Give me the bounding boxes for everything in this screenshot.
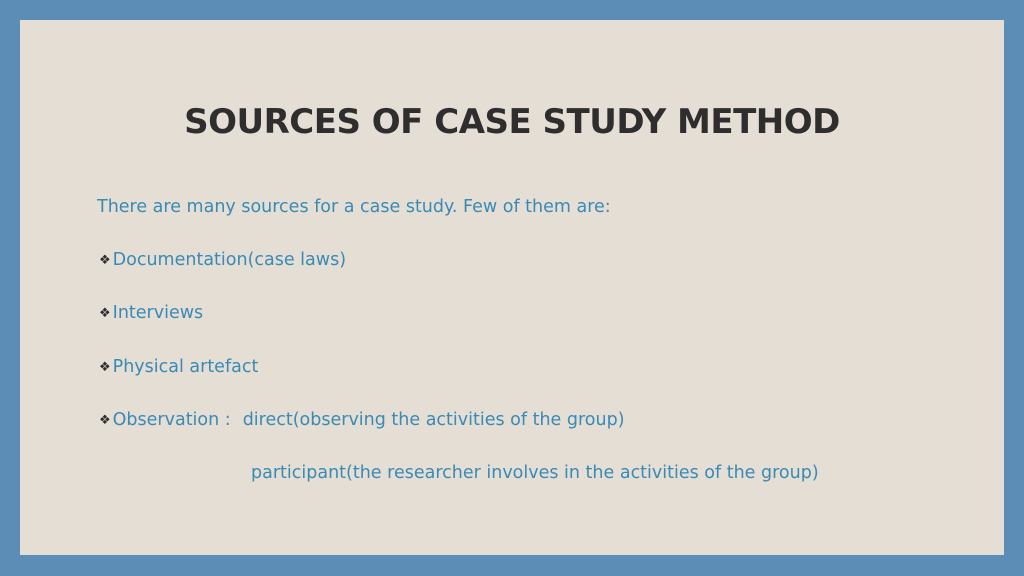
bullet-label: Observation : xyxy=(112,410,231,430)
bullet-item-physical-artefact xyxy=(99,355,258,380)
observation-participant-text: participant(the researcher involves in the activities of the group) xyxy=(251,463,819,483)
slide-title: SOURCES OF CASE STUDY METHOD xyxy=(184,102,840,142)
bullet-item-observation xyxy=(99,408,625,433)
intro-text: There are many sources for a case study. Few of them are: xyxy=(97,197,611,217)
diamond-bullet-icon: ❖ xyxy=(99,413,111,428)
observation-direct-text: direct(observing the activities of the group) xyxy=(242,410,625,430)
bullet-item-interviews xyxy=(99,301,203,326)
slide xyxy=(20,20,1004,555)
bullet-label: Physical artefact xyxy=(112,357,259,377)
diamond-bullet-icon: ❖ xyxy=(99,253,111,268)
diamond-bullet-icon: ❖ xyxy=(99,360,111,375)
bullet-label: Documentation(case laws) xyxy=(112,250,347,270)
bullet-label: Interviews xyxy=(112,303,204,323)
bullet-item-documentation xyxy=(99,248,346,273)
diamond-bullet-icon: ❖ xyxy=(99,306,111,321)
